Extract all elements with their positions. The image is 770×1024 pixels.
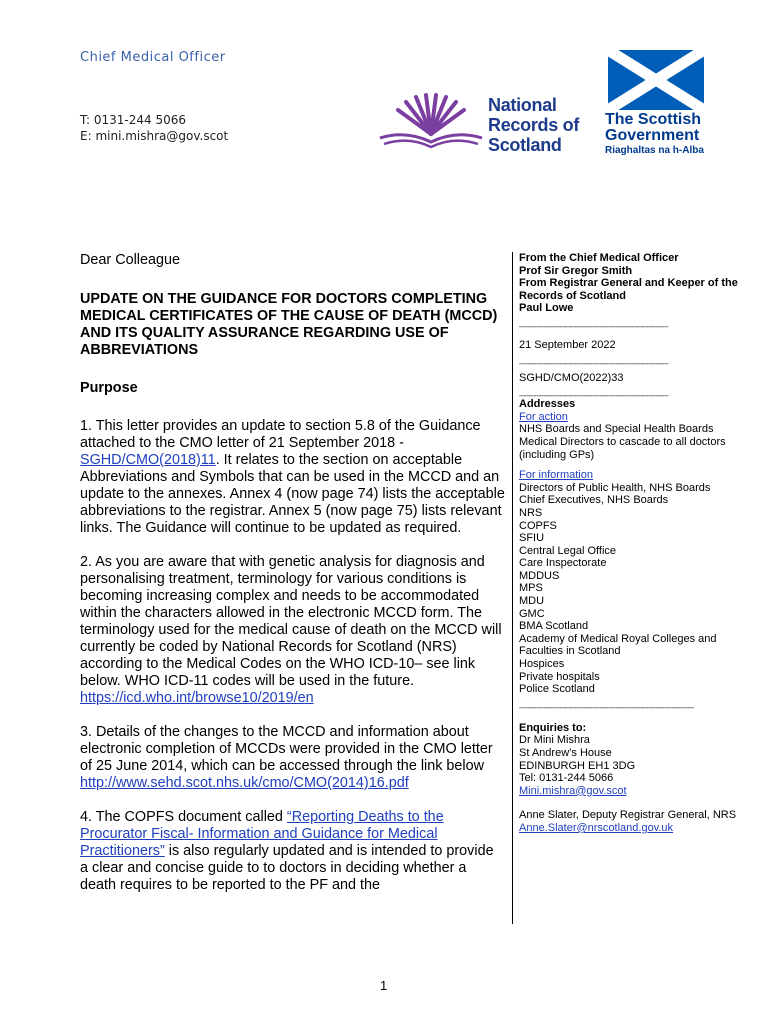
action-item: Medical Directors to cascade to all doctors (including GPs) [519, 435, 726, 461]
from-cmo: From the Chief Medical Officer [519, 252, 679, 264]
office-title: Chief Medical Officer [80, 50, 226, 65]
info-item: Private hospitals [519, 670, 600, 683]
action-item: NHS Boards and Special Health Boards [519, 423, 714, 436]
letter-reference: SGHD/CMO(2022)33 [519, 371, 624, 384]
separator: _____________________________ [519, 352, 668, 365]
cmo-2014-link[interactable]: http://www.sehd.scot.nhs.uk/cmo/CMO(2014)16.pdf [80, 775, 409, 791]
info-item: MDDUS [519, 569, 560, 582]
nrs-logo-text [488, 95, 579, 155]
letter-date: 21 September 2022 [519, 338, 616, 351]
gov-logo-line3: Riaghaltas na h-Alba [605, 145, 704, 156]
info-item: GMC [519, 607, 545, 620]
paragraph-3-text: 3. Details of the changes to the MCCD and information about electronic completion of MCCDs were provided in the CMO letter of 25 June 2014, which can be accessed through the link below [80, 724, 493, 774]
paragraph-1-text-cont: . It relates to the section on acceptable Abbreviations and Symbols that can be used in the MCCD and an update to the annexes. Annex 4 (now page 74) lists the acceptable abbreviations to the registrar. Annex 5 (now page 75) lists relevant links. The Guidance will continue to be updated as required. [80, 452, 505, 536]
purpose-heading: Purpose [80, 380, 138, 396]
from-registrar: From Registrar General and Keeper of the Records of Scotland [519, 277, 738, 302]
nrs-logo-line3: Scotland [488, 135, 562, 155]
gov-logo-line2: Government [605, 127, 700, 144]
gov-logo-line1: The Scottish [605, 111, 702, 128]
addresses-heading: Addresses [519, 398, 576, 411]
paragraph-4-text-cont: is also regularly updated and is intended to provide a clear and concise guide to to doctors in deciding whether a death requires to be reported to the PF and the [80, 843, 494, 893]
info-item: NRS [519, 506, 543, 519]
contact-phone: T: 0131-244 5066 [80, 113, 186, 127]
sidebar [519, 252, 759, 835]
letter-subject: UPDATE ON THE GUIDANCE FOR DOCTORS COMPLETING MEDICAL CERTIFICATES OF THE CAUSE OF DEATH (MCCD) AND ITS QUALITY ASSURANCE REGARDING USE OF ABBREVIATIONS [80, 291, 498, 358]
paragraph-2-text: 2. As you are aware that with genetic analysis for diagnosis and personalising treatment, terminology for various conditions is becoming increasing complex and needs to be accommodated within the characters allowed in the electronic MCCD form. The terminology used for the medical cause of death on the MCCD will currently be coded by National Records for Scotland (NRS) according to the Medical Codes on the WHO ICD-10– see link below. WHO ICD-11 codes will be used in the future. [80, 554, 502, 689]
separator: _____________________________ [519, 315, 668, 328]
info-item: BMA Scotland [519, 620, 589, 633]
for-information-heading: For information [519, 469, 593, 482]
info-item: Police Scotland [519, 683, 595, 696]
enquiries-heading: Enquiries to: [519, 721, 587, 734]
info-item: SFIU [519, 532, 545, 545]
from-cmo-name: Prof Sir Gregor Smith [519, 264, 633, 277]
enquiries-secondary-contact: Anne Slater, Deputy Registrar General, NRS [519, 809, 737, 822]
nrs-logo-line2: Records of [488, 115, 580, 135]
for-action-heading: For action [519, 410, 568, 423]
info-item: Hospices [519, 658, 565, 671]
info-list [519, 482, 759, 696]
enquiries-address-1: St Andrew’s House [519, 747, 612, 759]
info-item: Chief Executives, NHS Boards [519, 494, 669, 507]
info-item: Central Legal Office [519, 544, 617, 557]
paragraph-2 [80, 554, 505, 707]
scottish-government-logo-text [605, 112, 704, 158]
info-item: Academy of Medical Royal Colleges and Faculties in Scotland [519, 632, 717, 658]
paragraph-4-text: 4. The COPFS document called [80, 809, 287, 825]
letter-body [80, 252, 505, 911]
paragraph-4 [80, 809, 505, 894]
info-item: MDU [519, 595, 545, 608]
paragraph-1 [80, 418, 505, 537]
nrs-logo-line1: National [488, 95, 557, 115]
from-registrar-name: Paul Lowe [519, 302, 574, 315]
page-number: 1 [380, 978, 388, 993]
info-item: COPFS [519, 519, 557, 532]
icd10-link[interactable]: https://icd.who.int/browse10/2019/en [80, 690, 314, 706]
nrs-book-logo-icon [376, 92, 486, 152]
enquiries-address-2: EDINBURGH EH1 3DG [519, 759, 636, 772]
sidebar-divider [512, 252, 513, 924]
info-item: Care Inspectorate [519, 557, 607, 570]
contact-details [80, 112, 228, 144]
enquiries-email-link[interactable]: Mini.mishra@gov.scot [519, 784, 627, 797]
cmo-2018-link[interactable]: SGHD/CMO(2018)11 [80, 452, 216, 468]
paragraph-1-text: 1. This letter provides an update to section 5.8 of the Guidance attached to the CMO letter of 21 September 2018 - [80, 418, 481, 451]
info-item: Directors of Public Health, NHS Boards [519, 481, 711, 494]
paragraph-3 [80, 724, 505, 792]
greeting: Dear Colleague [80, 252, 180, 268]
saltire-flag-icon [608, 50, 704, 110]
secondary-email-link[interactable]: Anne.Slater@nrscotland.gov.uk [519, 821, 674, 834]
contact-email: E: mini.mishra@gov.scot [80, 129, 229, 143]
separator: __________________________________ [519, 696, 694, 709]
enquiries-telephone: Tel: 0131-244 5066 [519, 772, 614, 785]
copfs-guidance-link[interactable]: “Reporting Deaths to the Procurator Fiscal- Information and Guidance for Medical Practitioners” [80, 809, 444, 859]
info-item: MPS [519, 582, 543, 595]
enquiries-name: Dr Mini Mishra [519, 734, 590, 747]
separator: _____________________________ [519, 385, 668, 398]
